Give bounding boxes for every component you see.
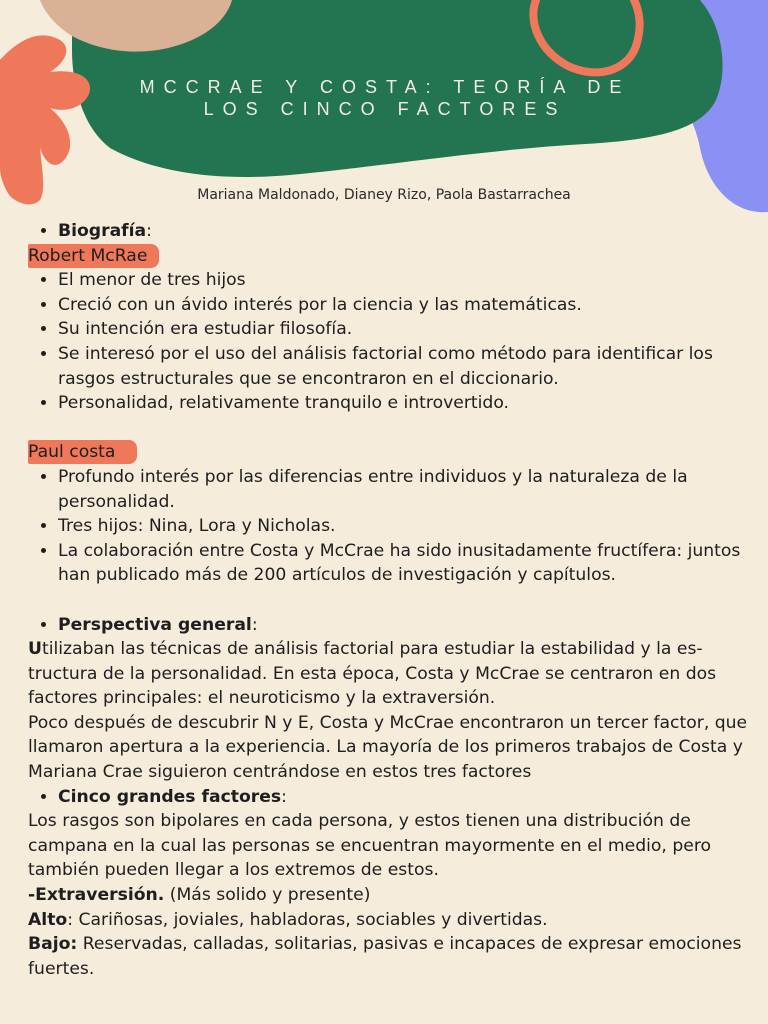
list-item: • Tres hijos: Nina, Lora y Nicholas. [58, 514, 748, 539]
list-item: • Personalidad, relativamente tranquilo e introvertido. [58, 391, 748, 416]
title-line-1: MCCRAE Y COSTA: TEORÍA DE [139, 77, 631, 97]
document-body [28, 219, 748, 981]
spacer [28, 416, 748, 441]
authors-line: Mariana Maldonado, Dianey Rizo, Paola Bastarrachea [197, 187, 571, 203]
mccrae-list [28, 268, 748, 416]
biography-heading-list [28, 219, 748, 244]
perspective-heading: • Perspectiva general: [58, 613, 748, 638]
costa-name-highlight: Paul costa [28, 440, 137, 464]
title-line-2: LOS CINCO FACTORES [203, 99, 567, 119]
page-title [100, 76, 670, 120]
list-item: • El menor de tres hijos [58, 268, 748, 293]
big-five-heading-list [28, 785, 748, 810]
list-item: • Se interesó por el uso del análisis factorial como método para identificar los rasgos estructurales que se encontraron en el diccionario. [58, 342, 748, 391]
perspective-paragraph-2: Poco después de descubrir N y E, Costa y McCrae encontraron un tercer factor, que llamaron apertura a la experiencia. La mayoría de los primeros trabajos de Costa y Mariana Crae siguieron centrándose en estos tres factores [28, 712, 748, 783]
alto-line: Alto: Cariñosas, joviales, habladoras, sociables y divertidas. [28, 909, 548, 930]
extraversion-line: -Extraversión. (Más solido y presente) [28, 885, 371, 906]
mccrae-name-highlight: Robert McRae [28, 244, 159, 268]
header-decoration [0, 0, 768, 240]
costa-list [28, 465, 748, 588]
perspective-paragraph-1: Utilizaban las técnicas de análisis factorial para estudiar la estabilidad y la es-tructura de la personalidad. En esta época, Costa y McCrae se centraron en dos factores principales: el neuroticismo y la extraversión. [28, 639, 717, 709]
bajo-line: Bajo: Reservadas, calladas, solitarias, pasivas e incapaces de expresar emociones fuertes. [28, 934, 742, 979]
perspective-heading-list [28, 613, 748, 638]
costa-name-wrap [28, 440, 748, 465]
big-five-heading: • Cinco grandes factores: [58, 785, 748, 810]
big-five-intro: Los rasgos son bipolares en cada persona, y estos tienen una distribución de campana en la cual las personas se encuentran mayormente en el medio, pero también pueden llegar a los extremos de estos. [28, 811, 712, 881]
spacer [28, 588, 748, 613]
mccrae-name-wrap [28, 244, 748, 269]
list-item: • Su intención era estudiar filosofía. [58, 317, 748, 342]
list-item: • La colaboración entre Costa y McCrae ha sido inusitadamente fructífera: juntos han publicado más de 200 artículos de investigación y capítulos. [58, 539, 748, 588]
biography-heading: • Biografía: [58, 219, 748, 244]
list-item: • Creció con un ávido interés por la ciencia y las matemáticas. [58, 293, 748, 318]
list-item: • Profundo interés por las diferencias entre individuos y la naturaleza de la personalidad. [58, 465, 748, 514]
